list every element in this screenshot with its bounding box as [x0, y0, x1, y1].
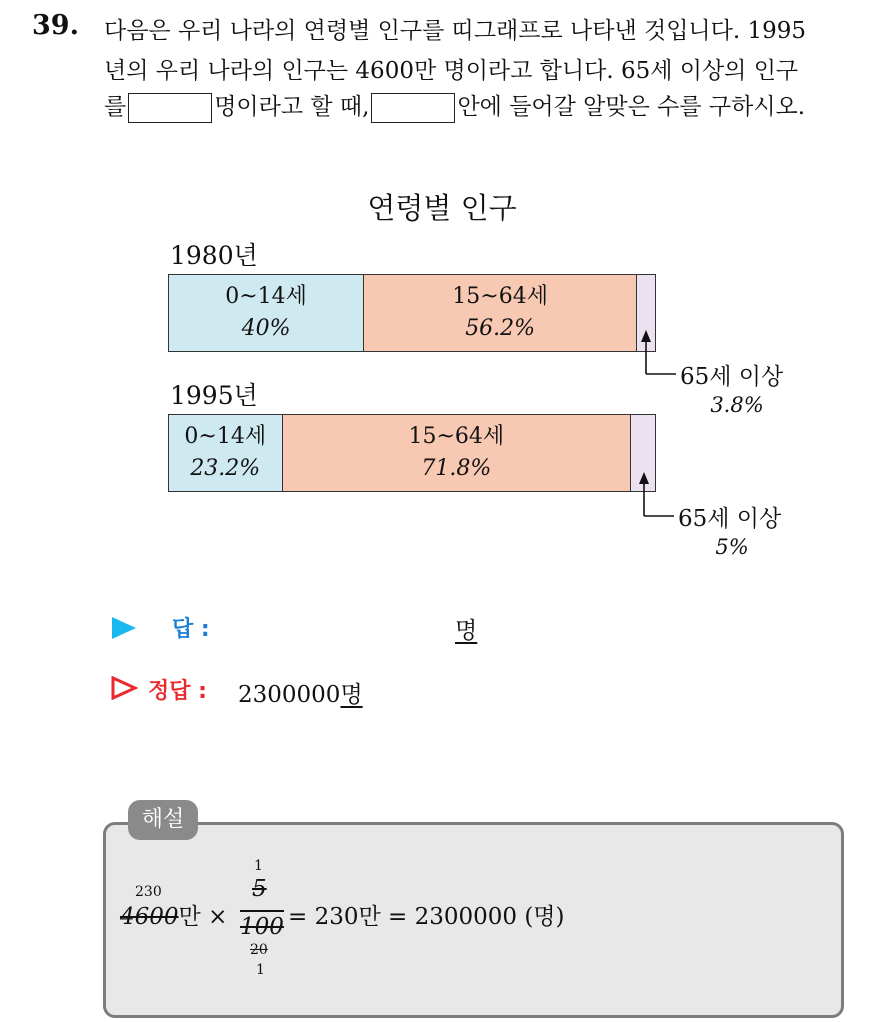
callout-label-1995: 65세 이상: [678, 506, 782, 532]
segment-value: 71.8%: [421, 456, 492, 481]
explanation-denominator: 100: [240, 914, 284, 940]
explanation-numerator: 5: [252, 876, 267, 902]
explanation-den-note: 20: [250, 942, 268, 958]
callout-arrow-1980: [641, 330, 676, 374]
correct-unit: 명: [340, 682, 363, 708]
chart-title: 연령별 인구: [367, 191, 517, 225]
answer-arrow-icon: [110, 616, 138, 640]
segment-label: 0~14세: [225, 284, 307, 309]
segment-label: 0~14세: [184, 424, 267, 449]
segment-value: 56.2%: [465, 316, 536, 341]
correct-arrow-icon: [110, 676, 138, 700]
year-label-1980: 1980년: [170, 241, 258, 270]
question-text-c: 안에 들어갈 알맞은 수를 구하시오.: [457, 94, 806, 120]
callout-value-1980: 3.8%: [710, 393, 764, 417]
callout-value-1995: 5%: [715, 535, 749, 559]
explanation-man: 만: [178, 904, 201, 930]
segment-label: 15~64세: [408, 424, 505, 449]
explanation-tag: 해설: [128, 800, 198, 840]
answer-label: 답 :: [172, 617, 210, 642]
explanation-times: ×: [208, 904, 228, 930]
segment-value: 23.2%: [190, 456, 261, 481]
fraction-bar: [240, 910, 284, 912]
segment-label: 15~64세: [452, 284, 548, 309]
explanation-top-note: 230: [135, 884, 162, 900]
correct-answer: [238, 676, 363, 709]
question-text-b: 명이라고 할 때,: [214, 94, 370, 120]
question-number: 39.: [32, 10, 79, 41]
year-label-1995: 1995년: [170, 381, 258, 410]
correct-value: 2300000: [238, 682, 341, 708]
segment-value: 40%: [241, 316, 291, 341]
answer-unit: 명: [455, 618, 478, 644]
callout-arrow-1995: [639, 472, 674, 516]
explanation-num-note: 1: [254, 858, 263, 874]
callout-label-1980: 65세 이상: [680, 364, 784, 390]
explanation-den-note-2: 1: [256, 962, 265, 978]
question-text-a: 를: [104, 94, 127, 120]
question-line-1: 다음은 우리 나라의 연령별 인구를 띠그래프로 나타낸 것입니다. 1995: [104, 18, 807, 44]
explanation-struck-number: 4600: [120, 904, 179, 930]
correct-label: 정답 :: [148, 679, 207, 704]
explanation-result: = 230만 = 2300000 (명): [288, 904, 565, 930]
explanation-lhs: [120, 898, 227, 931]
question-line-2: 년의 우리 나라의 인구는 4600만 명이라고 합니다. 65세 이상의 인구: [104, 58, 799, 84]
